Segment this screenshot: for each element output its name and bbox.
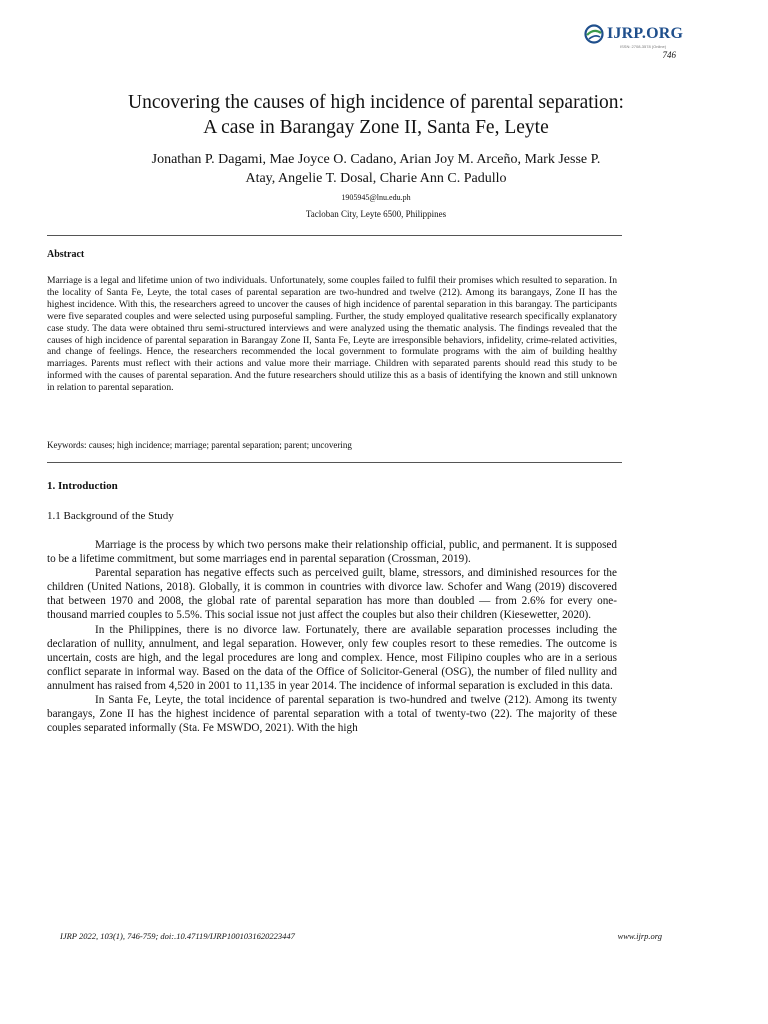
author-list [40, 150, 712, 188]
author-email: 1905945@lnu.edu.ph [341, 193, 411, 202]
paragraph: In Santa Fe, Leyte, the total incidence of parental separation is two-hundred and twelve (212). Among its twenty barangays, Zone II has the highest incidence of parental separation with a total of twenty-two (22). The majority of these couples separated informally (Sta. Fe MSWDO, 2021). With the high [47, 694, 617, 735]
authors-line-1: Jonathan P. Dagami, Mae Joyce O. Cadano, Arian Joy M. Arceño, Mark Jesse P. [151, 152, 601, 167]
abstract-text: Marriage is a legal and lifetime union of two individuals. Unfortunately, some couples failed to fulfil their promises which resulted to separation. In the locality of Santa Fe, Leyte, the total cases of parental separation are two-hundred and twelve (212). Among its barangays, Zone II has the highest incidence. With this, the researchers agreed to uncover the causes of high incidence of parental separation in this barangay. The participants were five separated couples and were selected using purposeful sampling. Further, the study employed qualitative research specifically explanatory case study. The data were obtained thru semi-structured interviews and were analyzed using the thematic analysis. The findings revealed that the causes of high incidence of parental separation in Barangay Zone II, Santa Fe, Leyte are irresponsible behaviors, infidelity, crime-related activities, and change of feelings. Hence, the researchers recommended the local government to formulate programs with the aim of building healthy marriages. Parents must reflect with their actions and value more their marriage. Children with separated parents should read this study to be informed with the causes of parental separation. And the future researchers should utilize this as a basis of identifying the known and still unknown in relation to parental separation. [47, 275, 617, 394]
footer-citation: IJRP 2022, 103(1), 746-759; doi:.10.47119/IJRP1001031620223447 [60, 931, 295, 941]
title-line-2: A case in Barangay Zone II, Santa Fe, Leyte [203, 117, 549, 138]
globe-icon [584, 24, 604, 44]
journal-logo [584, 24, 694, 52]
authors-line-2: Atay, Angelie T. Dosal, Charie Ann C. Padullo [245, 171, 507, 186]
paper-title [40, 90, 712, 140]
title-line-1: Uncovering the causes of high incidence of parental separation: [128, 92, 624, 113]
divider-top [47, 235, 622, 236]
abstract-heading: Abstract [47, 249, 85, 260]
paragraph: Marriage is the process by which two persons make their relationship official, public, and permanent. It is supposed to be a lifetime commitment, but some marriages end in parental separation (Crossman, 2019). [47, 539, 617, 566]
author-address: Tacloban City, Leyte 6500, Philippines [305, 209, 447, 219]
section-heading: 1. Introduction [47, 480, 118, 492]
logo-tagline: ISSN: 2708-3578 (Online) [620, 44, 667, 49]
paragraph: Parental separation has negative effects such as perceived guilt, blame, stressors, and diminished resources for the children (United Nations, 2018). Globally, it is common in countries with divorce law. Schofer and Wang (2019) discovered that between 1970 and 2008, the global rate of parental separation has more than doubled — from 2.6% for every one-thousand married couples to 5.5%. This social issue not just affect the couples but also their children (Kiesewetter, 2020). [47, 567, 617, 622]
footer-url: www.ijrp.org [617, 931, 662, 941]
divider-bottom [47, 462, 622, 463]
subsection-heading: 1.1 Background of the Study [47, 510, 174, 522]
logo-text: IJRP.ORG [607, 25, 684, 42]
page-number: 746 [662, 50, 676, 60]
paragraph: In the Philippines, there is no divorce law. Fortunately, there are available separation processes including the declaration of nullity, annulment, and legal separation. However, only few couples resort to these remedies. The outcome is uncertain, costs are high, and the legal procedures are long and complex. Hence, most Filipino couples who are in a serious conflict separate in informal way. Based on the data of the Office of Solicitor-General (OSG), the number of filed nullity and annulment has raised from 4,520 in 2001 to 11,135 in year 2014. The incidence of informal separation is excluded in this data. [47, 623, 617, 692]
keywords: Keywords: causes; high incidence; marriage; parental separation; parent; uncovering [47, 440, 352, 450]
introduction-body [47, 538, 617, 735]
